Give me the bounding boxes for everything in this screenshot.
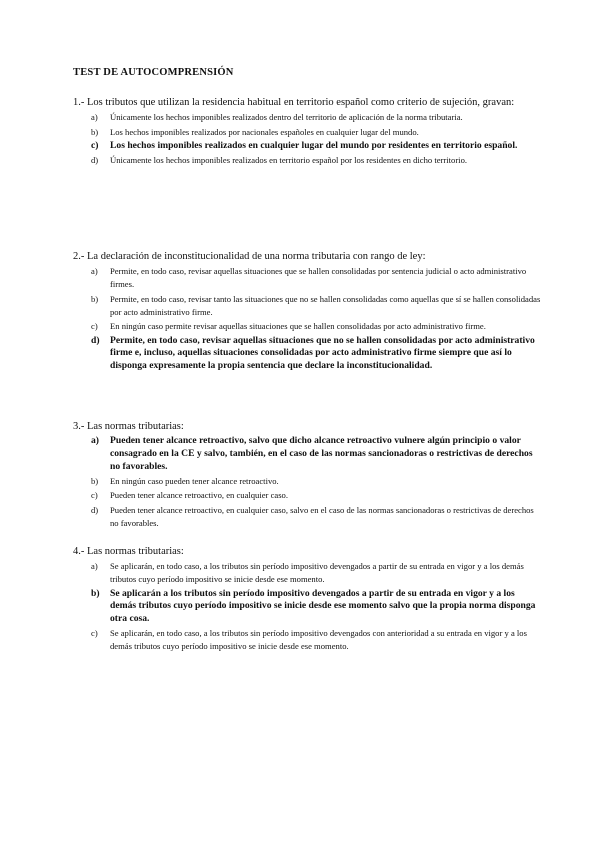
question-2 — [73, 250, 543, 374]
question-3-option-c — [73, 489, 543, 502]
question-4-stem: 4.- Las normas tributarias: — [73, 546, 184, 557]
option-text: Permite, en todo caso, revisar aquellas situaciones que se hallen consolidadas por sentencia judicial o acto administrativo firmes. — [110, 266, 527, 289]
question-1-option-d — [73, 154, 543, 167]
option-letter: d) — [91, 504, 99, 515]
option-text: En ningún caso permite revisar aquellas situaciones que se hallen consolidadas por acto administrativo firme. — [110, 321, 486, 331]
question-1-stem: 1.- Los tributos que utilizan la residencia habitual en territorio español como criterio de sujeción, gravan: — [73, 97, 515, 108]
option-letter: a) — [91, 435, 99, 446]
option-letter: d) — [91, 155, 99, 166]
document-title: TEST DE AUTOCOMPRENSIÓN — [73, 67, 234, 78]
question-2-option-b — [73, 293, 543, 319]
option-text: Únicamente los hechos imponibles realizados en territorio español por los residentes en dicho territorio. — [110, 155, 468, 166]
option-letter: d) — [91, 334, 100, 346]
option-text: Únicamente los hechos imponibles realizados dentro del territorio de aplicación de la norma tributaria. — [110, 112, 463, 122]
option-letter: c) — [91, 321, 98, 331]
question-2-option-c — [73, 320, 543, 333]
question-2-option-a — [73, 265, 543, 291]
option-text: Se aplicarán, en todo caso, a los tributos sin período impositivo devengados a partir de su entrada en vigor y a los demás tributos cuyo período impositivo se inicie desde ese momento. — [110, 561, 524, 584]
question-4-option-c — [73, 627, 543, 653]
option-letter: b) — [91, 126, 99, 137]
question-3-option-a — [73, 435, 543, 473]
question-2-option-d — [73, 335, 543, 373]
question-1-option-c — [73, 140, 543, 153]
option-text: Pueden tener alcance retroactivo, salvo que dicho alcance retroactivo vulnere algún principio o valor consagrado en la CE y salvo, también, en el caso de las normas sancionadoras o restrictivas de derechos no favorables. — [110, 435, 533, 472]
option-text: Pueden tener alcance retroactivo, en cualquier caso, salvo en el caso de las normas sancionadoras o restrictivas de derechos no favorables. — [110, 504, 534, 528]
option-letter: a) — [91, 266, 98, 276]
question-3 — [73, 420, 543, 531]
question-1-option-a — [73, 111, 543, 124]
option-text: Se aplicarán, en todo caso, a los tributos sin período impositivo devengados con anterioridad a su entrada en vigor y a los demás tributos cuyo período impositivo se inicie desde ese momento. — [110, 628, 527, 652]
question-3-stem: 3.- Las normas tributarias: — [73, 421, 184, 432]
question-1-option-b — [73, 126, 543, 139]
option-letter: b) — [91, 587, 100, 599]
option-text: Los hechos imponibles realizados en cualquier lugar del mundo por residentes en territorio español. — [110, 140, 518, 151]
option-text: Se aplicarán a los tributos sin período impositivo devengados a partir de su entrada en vigor y a los demás tributos cuyo período impositivo se inicie desde ese momento salvo que la propia norma disponga otra cosa. — [110, 587, 536, 625]
option-letter: a) — [91, 112, 98, 122]
question-3-option-b — [73, 475, 543, 488]
option-text: Permite, en todo caso, revisar tanto las situaciones que no se hallen consolidadas como aquellas que sí se hallen consolidadas por acto administrativo firme. — [110, 293, 541, 317]
option-text: Pueden tener alcance retroactivo, en cualquier caso. — [110, 490, 288, 501]
question-3-option-d — [73, 504, 543, 530]
option-letter: b) — [91, 475, 99, 486]
option-text: En ningún caso pueden tener alcance retroactivo. — [110, 475, 279, 486]
question-4-option-b — [73, 588, 543, 626]
option-letter: a) — [91, 561, 98, 571]
option-letter: c) — [91, 628, 98, 639]
question-4 — [73, 545, 543, 655]
option-text: Los hechos imponibles realizados por nacionales españoles en cualquier lugar del mundo. — [110, 126, 419, 137]
option-letter: c) — [91, 490, 98, 501]
option-text: Permite, en todo caso, revisar aquellas situaciones que no se hallen consolidadas por acto administrativo firme e, incluso, aquellas situaciones consolidadas por acto administrativo firme siempre que así lo disponga expresamente la propia sentencia que declare la inconstitucionalidad. — [110, 334, 535, 372]
question-2-stem: 2.- La declaración de inconstitucionalidad de una norma tributaria con rango de ley: — [73, 251, 426, 262]
question-4-option-a — [73, 560, 543, 586]
question-1 — [73, 96, 543, 169]
option-letter: c) — [91, 140, 99, 151]
option-letter: b) — [91, 293, 99, 304]
